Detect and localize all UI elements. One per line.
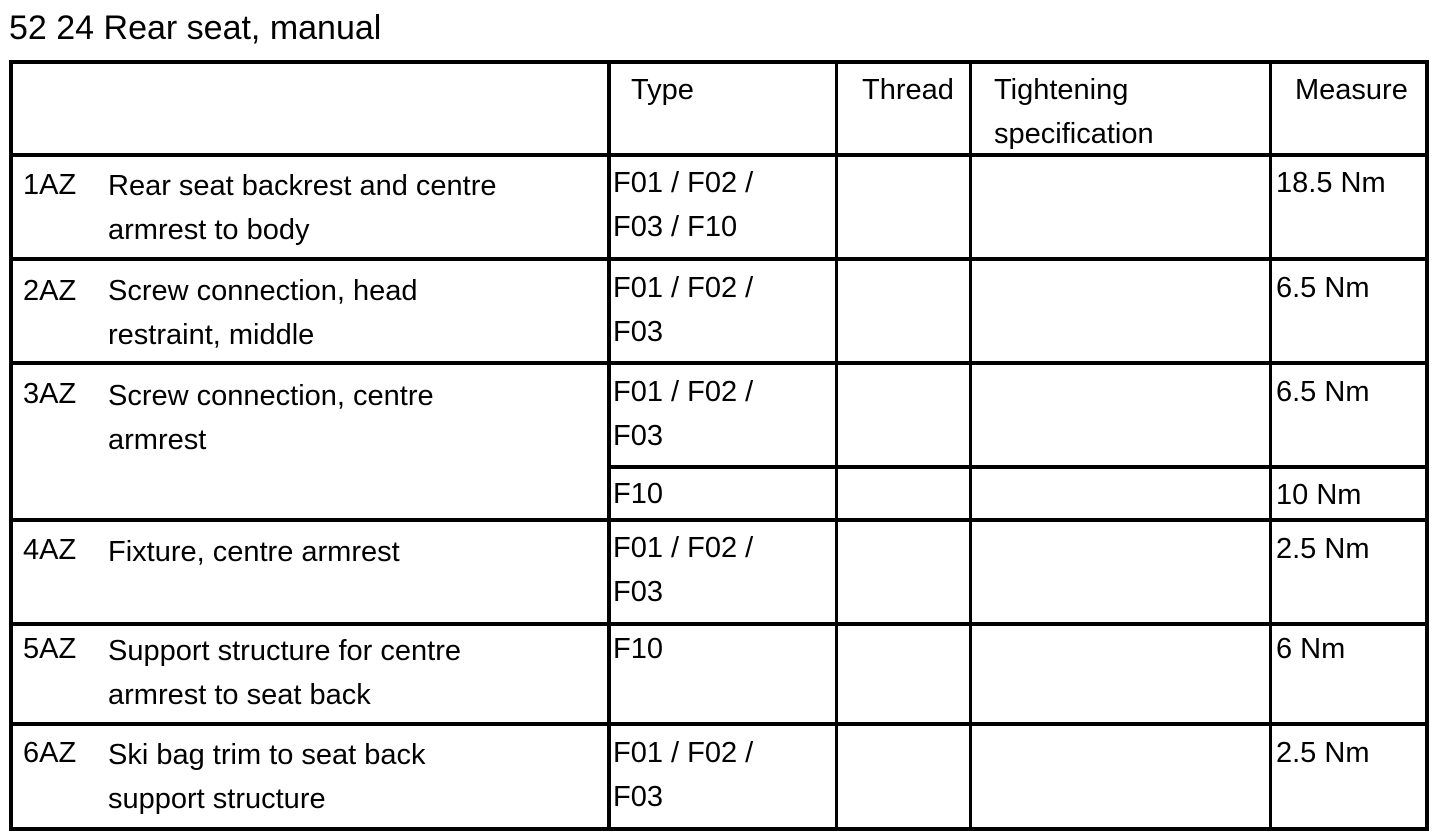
row-divider: [9, 257, 1429, 261]
header-divider: [9, 153, 1429, 157]
row-divider: [9, 361, 1429, 365]
subrow-divider: [607, 465, 1429, 469]
table-border-left: [9, 60, 13, 831]
row-type: F01 / F02 / F03: [613, 737, 754, 813]
row-measure: 6 Nm: [1276, 633, 1346, 665]
row-divider: [9, 518, 1429, 522]
column-divider: [835, 60, 838, 831]
row-type: F01 / F02 / F03: [613, 532, 754, 608]
header-tightening-specification: Tightening specification: [994, 74, 1154, 150]
torque-table: [9, 60, 1429, 832]
row-description: Screw connection, centre armrest: [108, 380, 434, 456]
row-description: Fixture, centre armrest: [108, 536, 400, 568]
row-code: 3AZ: [23, 378, 77, 410]
row-code: 2AZ: [23, 275, 77, 307]
row-measure: 6.5 Nm: [1276, 376, 1370, 408]
table-border-bottom: [9, 827, 1429, 831]
column-divider: [607, 60, 611, 831]
header-measure: Measure: [1295, 74, 1408, 106]
row-type: F01 / F02 / F03 / F10: [613, 167, 754, 243]
row-description: Rear seat backrest and centre armrest to body: [108, 170, 497, 246]
row-code: 4AZ: [23, 534, 77, 566]
column-divider: [969, 60, 972, 831]
table-border-right: [1425, 60, 1429, 831]
page-title: 52 24 Rear seat, manual: [9, 9, 382, 47]
row-type: F01 / F02 / F03: [613, 272, 754, 348]
row-divider: [9, 722, 1429, 726]
header-type: Type: [631, 74, 694, 106]
row-code: 5AZ: [23, 633, 77, 665]
row-description: Screw connection, head restraint, middle: [108, 275, 418, 351]
row-code: 6AZ: [23, 737, 77, 769]
row-measure: 10 Nm: [1276, 479, 1362, 511]
column-divider: [1269, 60, 1272, 831]
row-description: Support structure for centre armrest to seat back: [108, 635, 461, 711]
row-measure: 2.5 Nm: [1276, 533, 1370, 565]
row-type: F10: [613, 478, 663, 510]
row-measure: 18.5 Nm: [1276, 167, 1386, 199]
header-thread: Thread: [862, 74, 954, 106]
row-divider: [9, 622, 1429, 626]
row-code: 1AZ: [23, 169, 77, 201]
row-description: Ski bag trim to seat back support structure: [108, 739, 426, 815]
row-measure: 6.5 Nm: [1276, 272, 1370, 304]
table-border-top: [9, 60, 1429, 64]
row-type: F10: [613, 633, 663, 665]
row-type: F01 / F02 / F03: [613, 376, 754, 452]
row-measure: 2.5 Nm: [1276, 737, 1370, 769]
